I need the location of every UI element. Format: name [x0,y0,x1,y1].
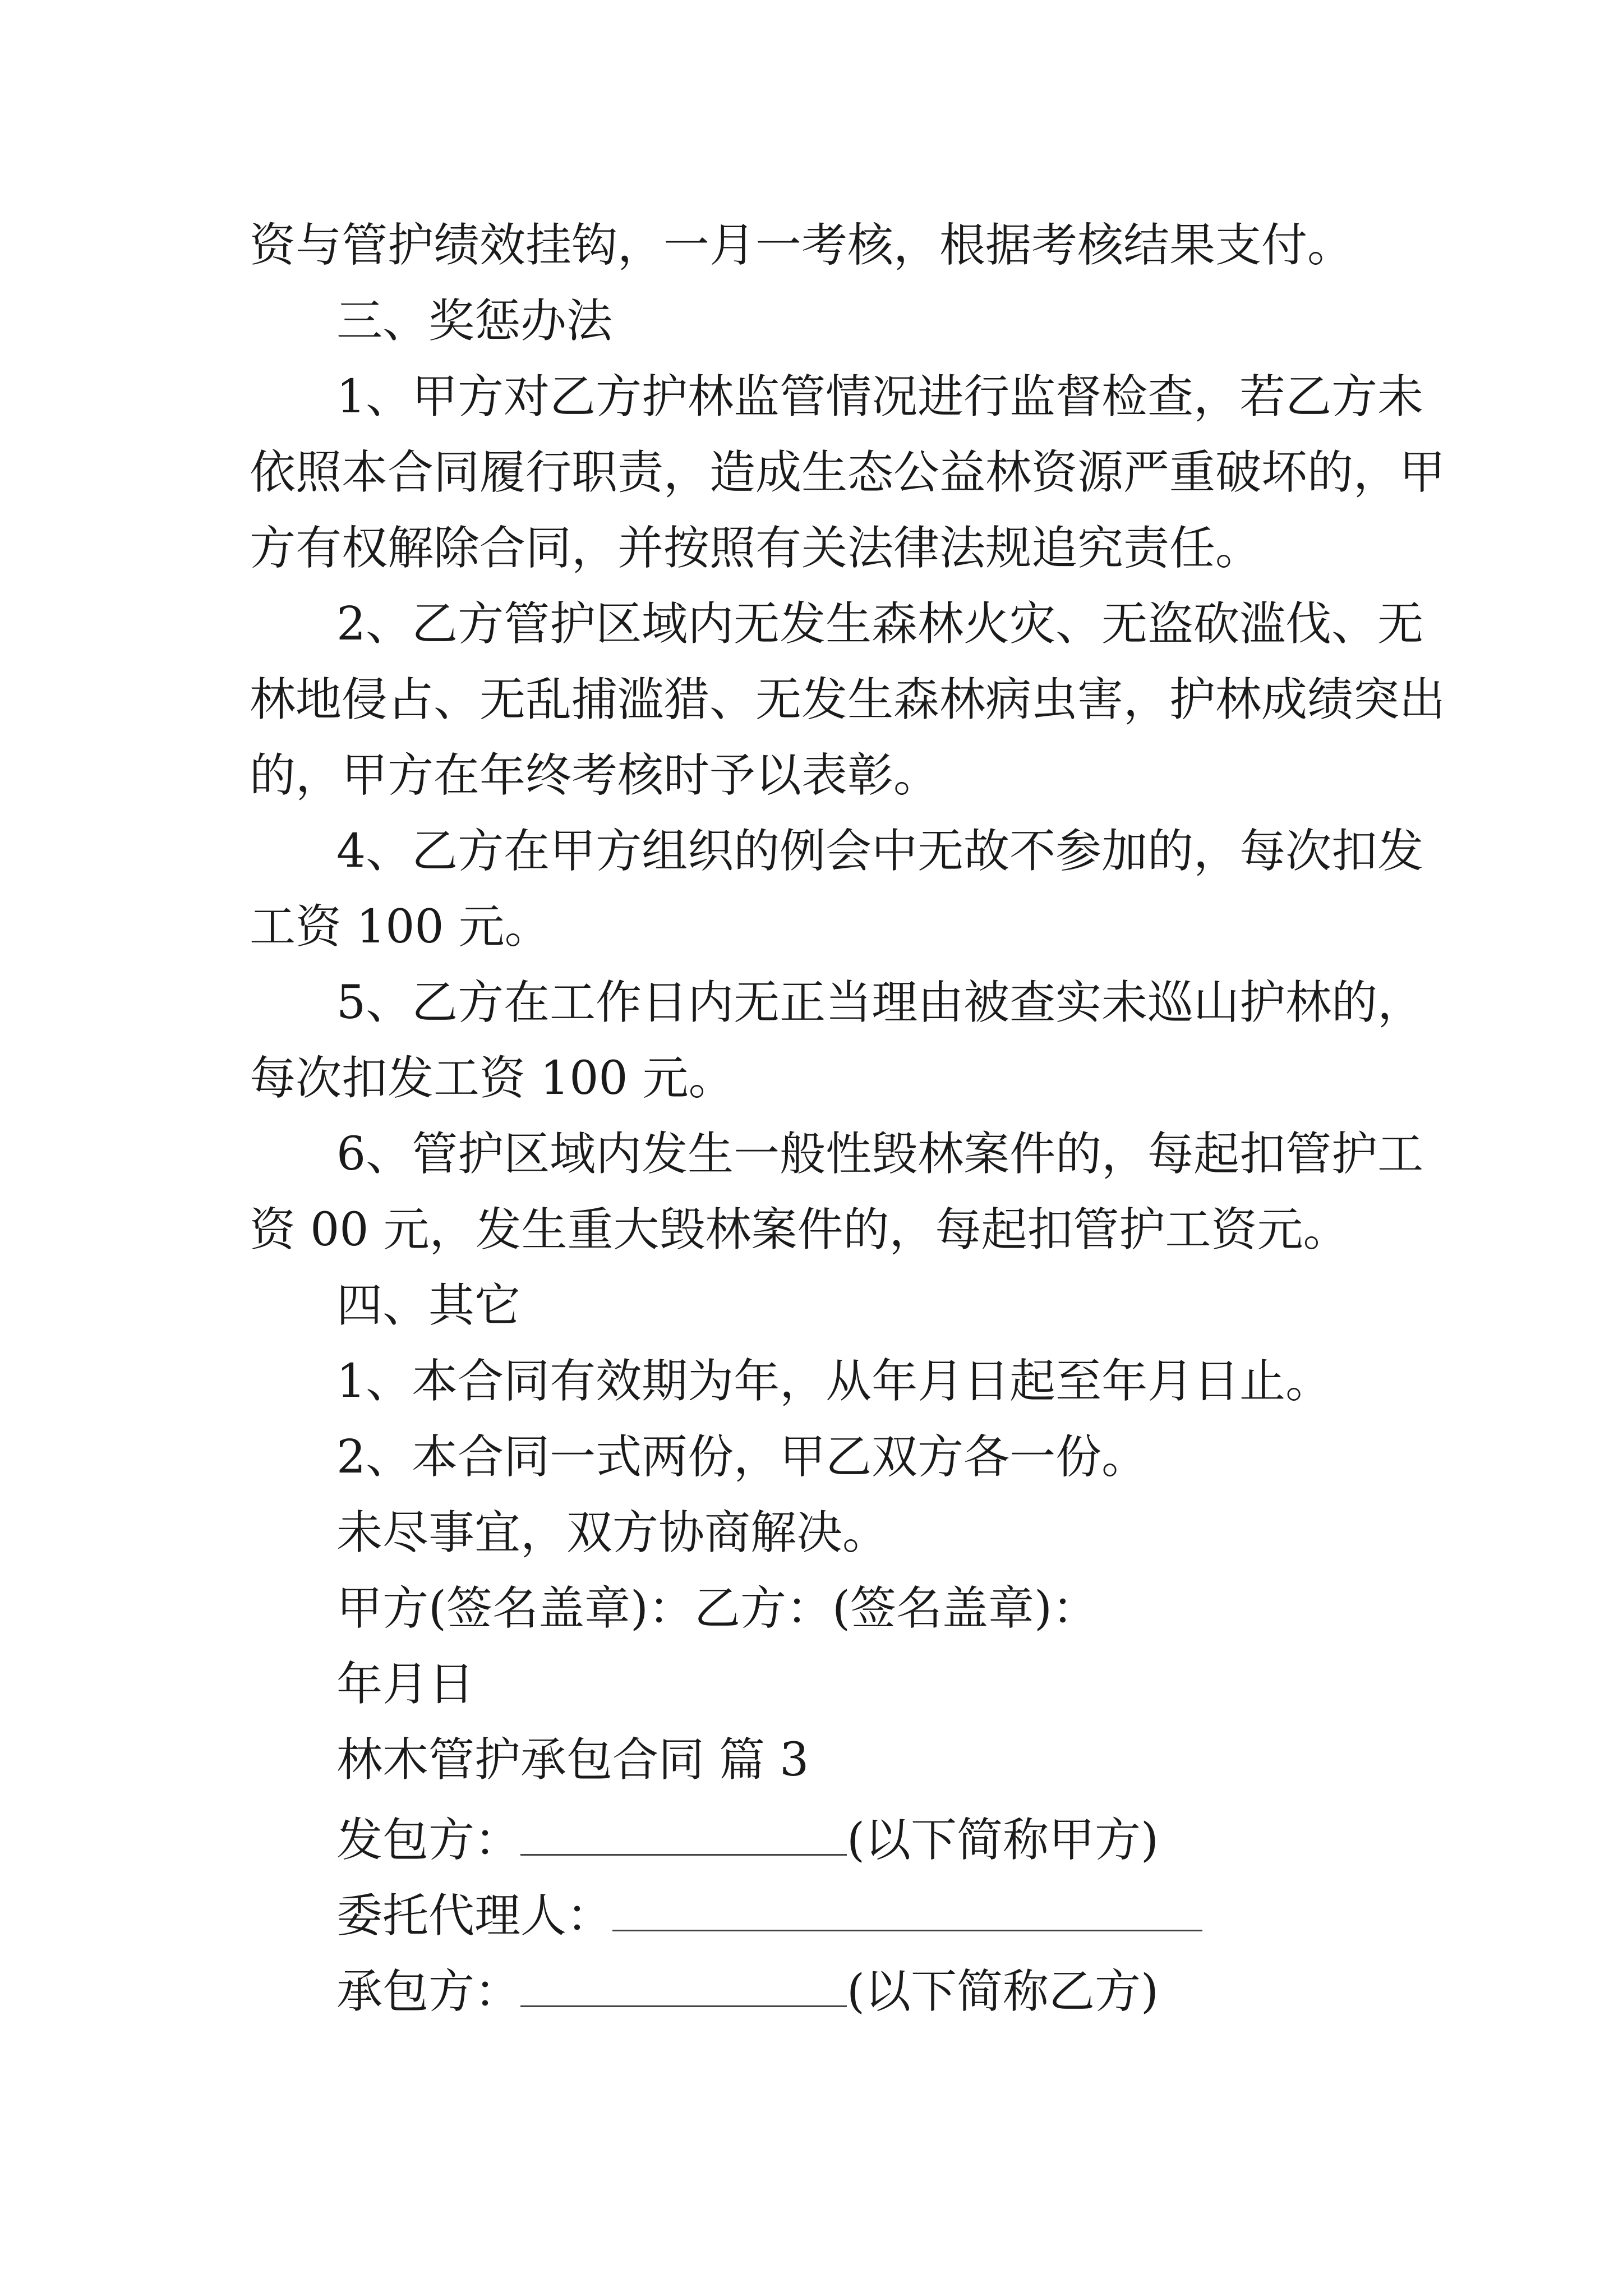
paragraph-line: 6、管护区域内发生一般性毁林案件的，每起扣管护工 [336,1128,1424,1181]
paragraph-line: 资与管护绩效挂钩，一月一考核，根据考核结果支付。 [250,219,1354,272]
paragraph-line: 1、本合同有效期为年，从年月日起至年月日止。 [336,1355,1332,1408]
paragraph-line: 林地侵占、无乱捕滥猎、无发生森林病虫害，护林成绩突出 [250,673,1446,726]
paragraph-line: 2、乙方管护区域内无发生森林火灾、无盗砍滥伐、无 [336,597,1424,651]
contract-title: 林木管护承包合同 篇 3 [336,1733,809,1787]
paragraph-line: 方有权解除合同，并按照有关法律法规追究责任。 [250,522,1262,575]
party-b-label: 承包方： [336,1965,521,2018]
party-a-field [336,1802,1388,1870]
paragraph-line: 5、乙方在工作日内无正当理由被查实未巡山护林的， [336,976,1424,1029]
party-a-blank[interactable] [520,1802,847,1856]
party-b-suffix: (以下简称乙方) [847,1965,1159,2018]
agent-blank[interactable] [612,1878,1202,1931]
paragraph-line: 每次扣发工资 100 元。 [250,1052,735,1105]
paragraph-line: 资 00 元，发生重大毁林案件的，每起扣管护工资元。 [250,1203,1349,1257]
party-a-suffix: (以下简称甲方) [847,1814,1159,1867]
paragraph-line: 2、本合同一式两份，甲乙双方各一份。 [336,1430,1148,1484]
signature-line: 甲方(签名盖章)：乙方：(签名盖章)： [336,1582,1098,1635]
agent-field [336,1878,1388,1945]
section-heading: 三、奖惩办法 [336,295,613,348]
paragraph-line: 的，甲方在年终考核时予以表彰。 [250,749,940,802]
party-a-label: 发包方： [336,1814,521,1867]
paragraph-line: 未尽事宜，双方协商解决。 [336,1506,889,1559]
party-b-blank[interactable] [520,1954,847,2007]
paragraph-line: 4、乙方在甲方组织的例会中无故不参加的，每次扣发 [336,825,1424,878]
paragraph-line: 工资 100 元。 [250,900,551,954]
paragraph-line: 依照本合同履行职责，造成生态公益林资源严重破坏的，甲 [250,446,1446,499]
paragraph-line: 1、甲方对乙方护林监管情况进行监督检查，若乙方未 [336,370,1424,424]
section-heading: 四、其它 [336,1279,521,1332]
agent-label: 委托代理人： [336,1889,613,1943]
party-b-field [336,1954,1388,2021]
date-line: 年月日 [336,1658,475,1711]
